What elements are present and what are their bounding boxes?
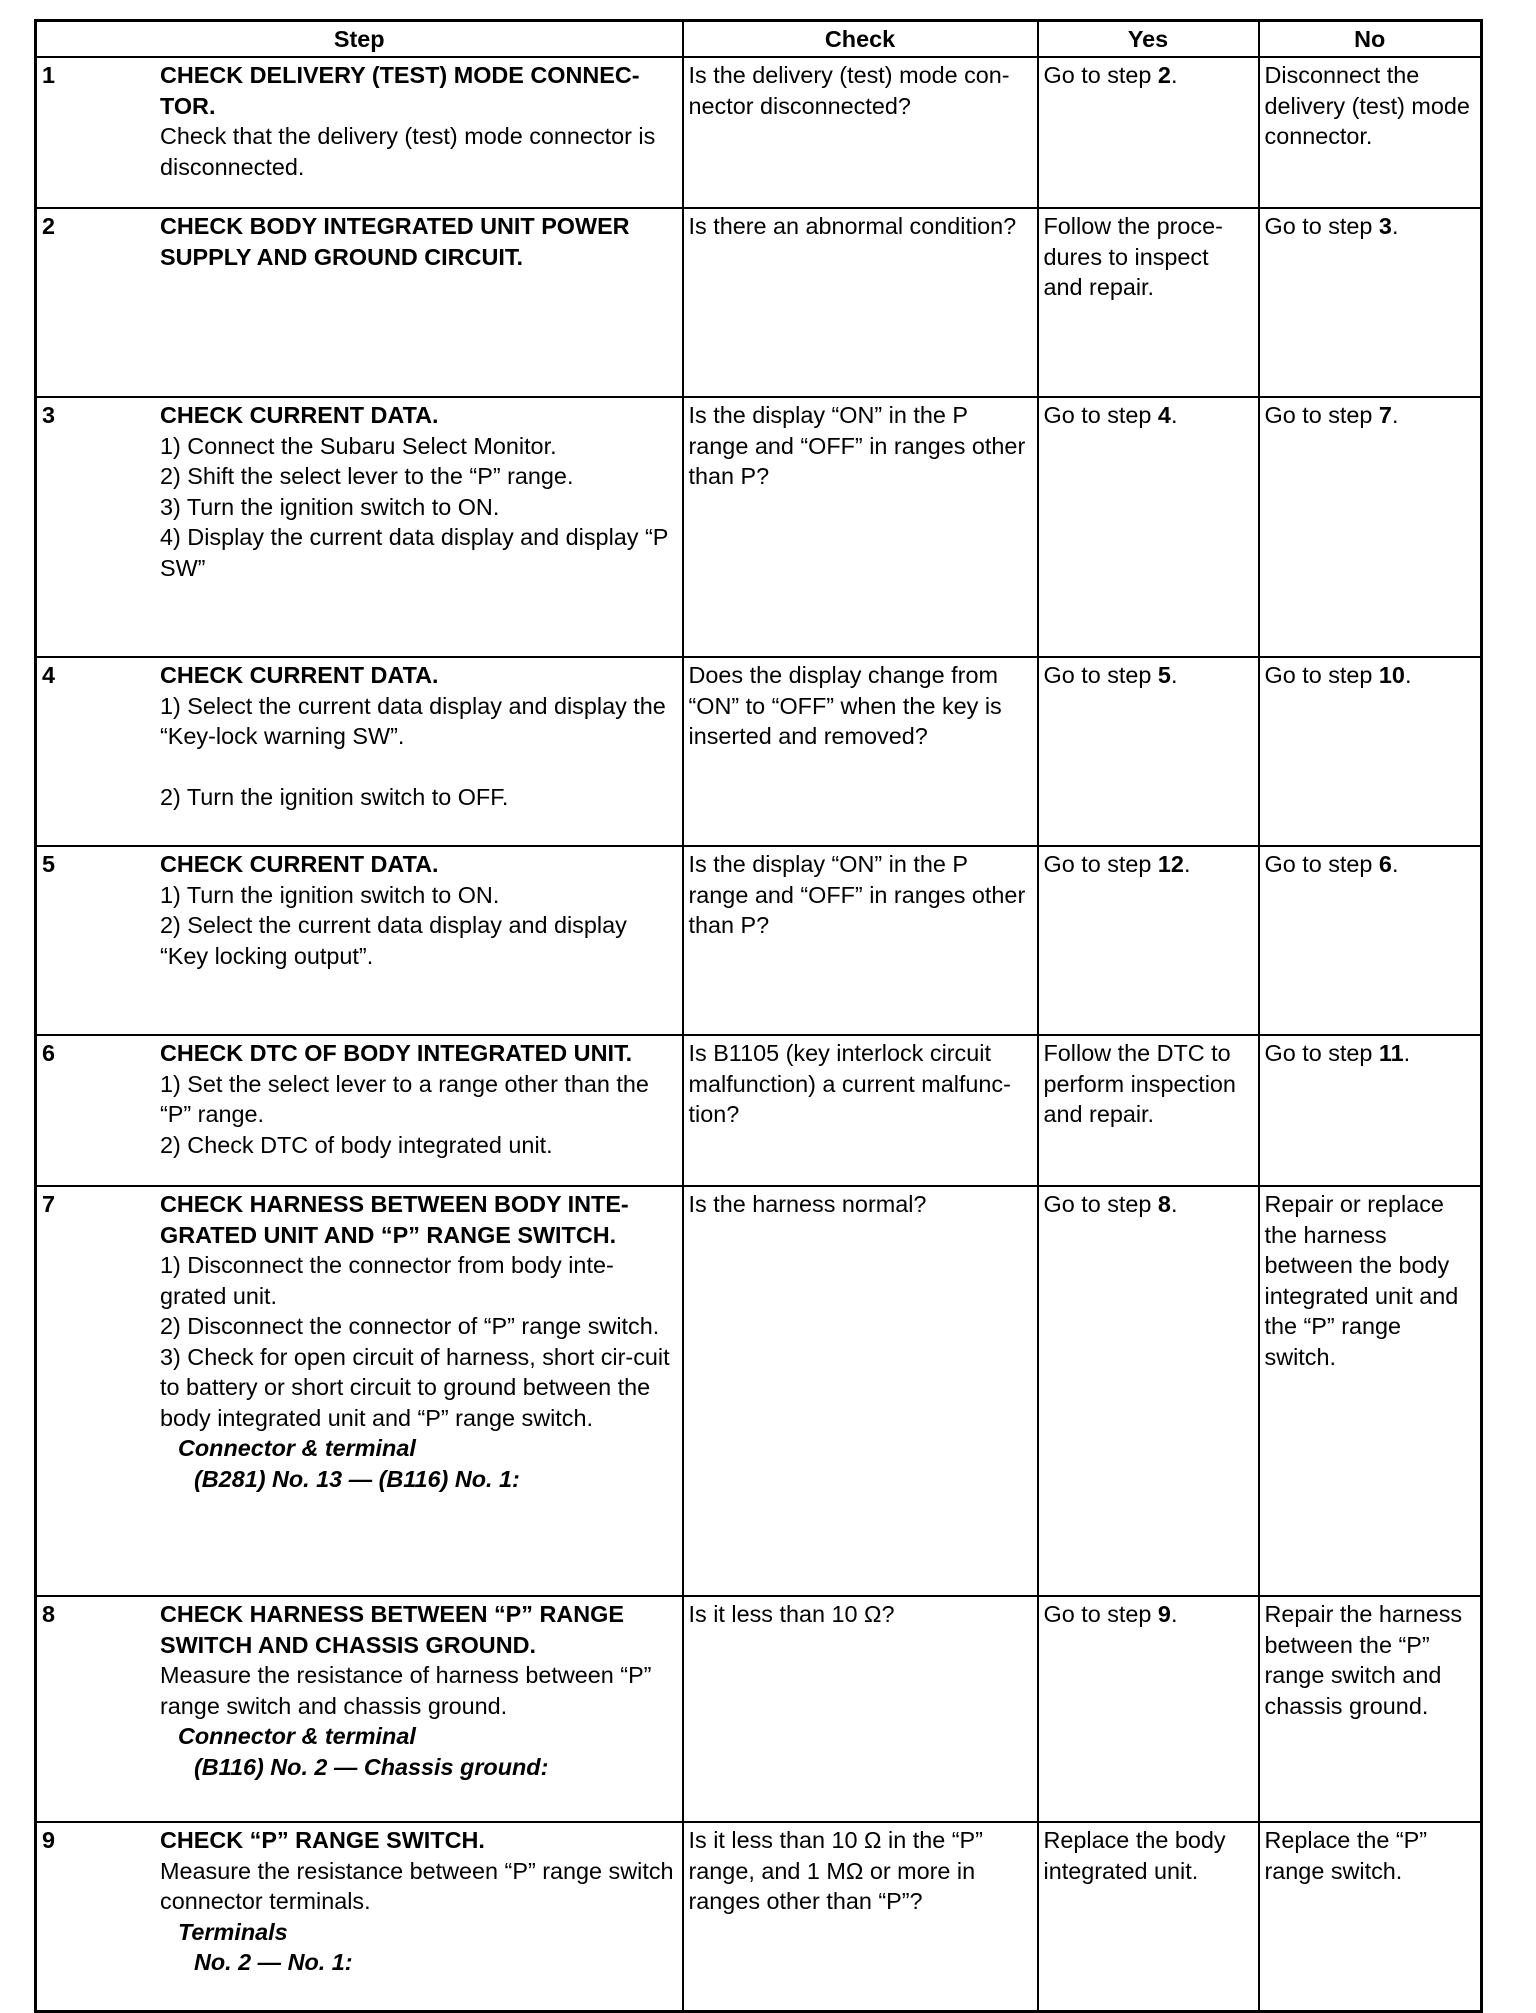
yes-cell-step-ref: 4 [1157, 402, 1171, 428]
step-title: CHECK CURRENT DATA. [160, 851, 439, 877]
yes-cell-step-ref: 12 [1157, 851, 1184, 877]
connector-terminal-label: Connector & terminal [178, 1723, 416, 1749]
step-cell [36, 1822, 683, 2011]
column-header-check: Check [683, 21, 1038, 58]
yes-cell [1038, 1186, 1259, 1596]
yes-cell [1038, 397, 1259, 657]
yes-cell [1038, 57, 1259, 208]
column-header-no: No [1259, 21, 1482, 58]
connector-terminal-label: Terminals [178, 1918, 288, 1945]
yes-cell [1038, 846, 1259, 1035]
step-instruction: 1) Select the current data display and display the “Key-lock warning SW”. [160, 692, 666, 749]
yes-cell-text: Go to step [1043, 1601, 1158, 1627]
check-cell: Does the display change from “ON” to “OFF” when the key is inserted and removed? [683, 657, 1038, 846]
column-header-yes: Yes [1038, 21, 1259, 58]
yes-cell-step-ref: 8 [1157, 1191, 1171, 1217]
column-header-step: Step [36, 21, 683, 58]
step-cell [36, 208, 683, 397]
connector-terminal-label: Connector & terminal [178, 1435, 416, 1461]
yes-cell [1038, 1596, 1259, 1822]
step-title: CHECK CURRENT DATA. [160, 662, 439, 688]
yes-cell-tail: . [1170, 662, 1178, 688]
step-instruction: 2) Shift the select lever to the “P” range. [160, 463, 574, 489]
no-cell-step-ref: 6 [1378, 851, 1392, 877]
no-cell-text: Repair the harness between the “P” range switch and chassis ground. [1264, 1601, 1463, 1719]
table-row [36, 657, 1482, 846]
step-title: CHECK BODY INTEGRATED UNIT POWER SUPPLY AND GROUND CIRCUIT. [160, 213, 630, 270]
no-cell [1259, 397, 1482, 657]
no-cell-text: Go to step [1264, 851, 1379, 877]
step-number: 3 [42, 402, 56, 428]
step-instruction: 4) Display the current data display and display “P SW” [160, 524, 668, 581]
check-cell: Is the display “ON” in the P range and “OFF” in ranges other than P? [683, 397, 1038, 657]
yes-cell-tail: . [1170, 1191, 1178, 1217]
step-title: CHECK CURRENT DATA. [160, 402, 439, 428]
step-number: 9 [42, 1827, 56, 1853]
no-cell [1259, 657, 1482, 846]
no-cell [1259, 57, 1482, 208]
table-row [36, 1186, 1482, 1596]
no-cell-text: Go to step [1264, 213, 1379, 239]
no-cell-text: Go to step [1264, 402, 1379, 428]
step-instruction: Measure the resistance of harness between “P” range switch and chassis ground. [160, 1662, 652, 1719]
yes-cell-tail: . [1183, 851, 1191, 877]
step-title: CHECK HARNESS BETWEEN BODY INTE-GRATED UNIT AND “P” RANGE SWITCH. [160, 1191, 629, 1248]
table-row [36, 846, 1482, 1035]
step-number: 8 [42, 1601, 56, 1627]
yes-cell-step-ref: 5 [1157, 662, 1171, 688]
table-row [36, 1596, 1482, 1822]
check-cell: Is the delivery (test) mode con-nector disconnected? [683, 57, 1038, 208]
step-instruction: 1) Connect the Subaru Select Monitor. [160, 432, 557, 459]
no-cell-tail: . [1404, 662, 1412, 688]
no-cell-text: Repair or replace the harness between the body integrated unit and the “P” range switch. [1264, 1191, 1459, 1370]
check-cell: Is it less than 10 Ω? [683, 1596, 1038, 1822]
step-cell [36, 846, 683, 1035]
step-cell [36, 1596, 683, 1822]
no-cell-text: Replace the “P” range switch. [1264, 1827, 1428, 1884]
no-cell [1259, 846, 1482, 1035]
no-cell-text: Go to step [1264, 662, 1379, 688]
no-cell [1259, 1186, 1482, 1596]
yes-cell-step-ref: 9 [1157, 1601, 1171, 1627]
step-instruction: 2) Disconnect the connector of “P” range switch. [160, 1313, 660, 1339]
check-cell: Is the display “ON” in the P range and “OFF” in ranges other than P? [683, 846, 1038, 1035]
step-title: CHECK HARNESS BETWEEN “P” RANGE SWITCH AND CHASSIS GROUND. [160, 1601, 624, 1658]
step-instruction: 3) Turn the ignition switch to ON. [160, 493, 500, 520]
step-instruction: 1) Set the select lever to a range other than the “P” range. [160, 1070, 649, 1127]
no-cell-step-ref: 3 [1378, 213, 1392, 239]
diagnostic-table [34, 19, 1483, 2013]
connector-terminal-value: (B116) No. 2 — Chassis ground: [194, 1753, 549, 1780]
check-cell: Is it less than 10 Ω in the “P” range, and 1 MΩ or more in ranges other than “P”? [683, 1822, 1038, 2011]
step-number: 1 [42, 62, 56, 88]
no-cell-step-ref: 7 [1378, 402, 1392, 428]
yes-cell-text: Go to step [1043, 662, 1158, 688]
table-row [36, 397, 1482, 657]
step-number: 4 [42, 662, 56, 688]
no-cell-tail: . [1391, 213, 1399, 239]
no-cell [1259, 208, 1482, 397]
yes-cell [1038, 1822, 1259, 2011]
yes-cell-text: Follow the proce-dures to inspect and repair. [1043, 213, 1223, 300]
yes-cell-tail: . [1170, 62, 1178, 88]
no-cell-step-ref: 10 [1378, 662, 1405, 688]
table-row [36, 1035, 1482, 1186]
yes-cell [1038, 208, 1259, 397]
no-cell-tail: . [1403, 1040, 1411, 1066]
step-instruction: Check that the delivery (test) mode connector is disconnected. [160, 123, 656, 180]
yes-cell-text: Go to step [1043, 402, 1158, 428]
step-number: 6 [42, 1040, 56, 1066]
yes-cell-tail: . [1170, 1601, 1178, 1627]
step-instruction: 1) Turn the ignition switch to ON. [160, 881, 500, 908]
check-cell: Is B1105 (key interlock circuit malfunction) a current malfunc-tion? [683, 1035, 1038, 1186]
yes-cell [1038, 657, 1259, 846]
step-instruction: Measure the resistance between “P” range switch connector terminals. [160, 1857, 674, 1914]
yes-cell-text: Go to step [1043, 62, 1158, 88]
step-number: 2 [42, 213, 56, 239]
no-cell-step-ref: 11 [1378, 1040, 1404, 1066]
no-cell [1259, 1596, 1482, 1822]
step-instruction: 2) Check DTC of body integrated unit. [160, 1131, 553, 1158]
check-cell: Is the harness normal? [683, 1186, 1038, 1596]
check-cell: Is there an abnormal condition? [683, 208, 1038, 397]
no-cell-tail: . [1391, 851, 1399, 877]
no-cell-tail: . [1391, 402, 1399, 428]
yes-cell-tail: . [1170, 402, 1178, 428]
yes-cell-text: Follow the DTC to perform inspection and repair. [1043, 1040, 1236, 1127]
no-cell [1259, 1822, 1482, 2011]
step-number: 5 [42, 851, 56, 877]
step-cell [36, 397, 683, 657]
step-title: CHECK DTC OF BODY INTEGRATED UNIT. [160, 1040, 633, 1066]
step-instruction: 1) Disconnect the connector from body inte-grated unit. [160, 1252, 614, 1309]
table-body [36, 57, 1482, 2011]
connector-terminal-value: No. 2 — No. 1: [194, 1949, 353, 1975]
yes-cell-step-ref: 2 [1157, 62, 1171, 88]
step-instruction: 2) Select the current data display and display “Key locking output”. [160, 912, 627, 969]
table-row [36, 57, 1482, 208]
step-instruction: 3) Check for open circuit of harness, short cir-cuit to battery or short circuit to ground between the body integrated unit and “P” range switch. [160, 1343, 670, 1431]
step-cell [36, 1035, 683, 1186]
yes-cell-text: Go to step [1043, 851, 1158, 877]
step-cell [36, 1186, 683, 1596]
yes-cell [1038, 1035, 1259, 1186]
no-cell-text: Disconnect the delivery (test) mode connector. [1264, 62, 1470, 149]
step-instruction: 2) Turn the ignition switch to OFF. [160, 784, 509, 810]
table-row [36, 208, 1482, 397]
step-cell [36, 657, 683, 846]
yes-cell-text: Replace the body integrated unit. [1043, 1827, 1226, 1884]
connector-terminal-value: (B281) No. 13 — (B116) No. 1: [194, 1465, 520, 1492]
table-header-row [36, 21, 1482, 58]
step-title: CHECK DELIVERY (TEST) MODE CONNEC-TOR. [160, 62, 640, 119]
step-number: 7 [42, 1191, 56, 1217]
yes-cell-text: Go to step [1043, 1191, 1158, 1217]
step-cell [36, 57, 683, 208]
step-title: CHECK “P” RANGE SWITCH. [160, 1827, 485, 1853]
table-row [36, 1822, 1482, 2011]
no-cell [1259, 1035, 1482, 1186]
step-instruction [160, 752, 677, 783]
no-cell-text: Go to step [1264, 1040, 1379, 1066]
